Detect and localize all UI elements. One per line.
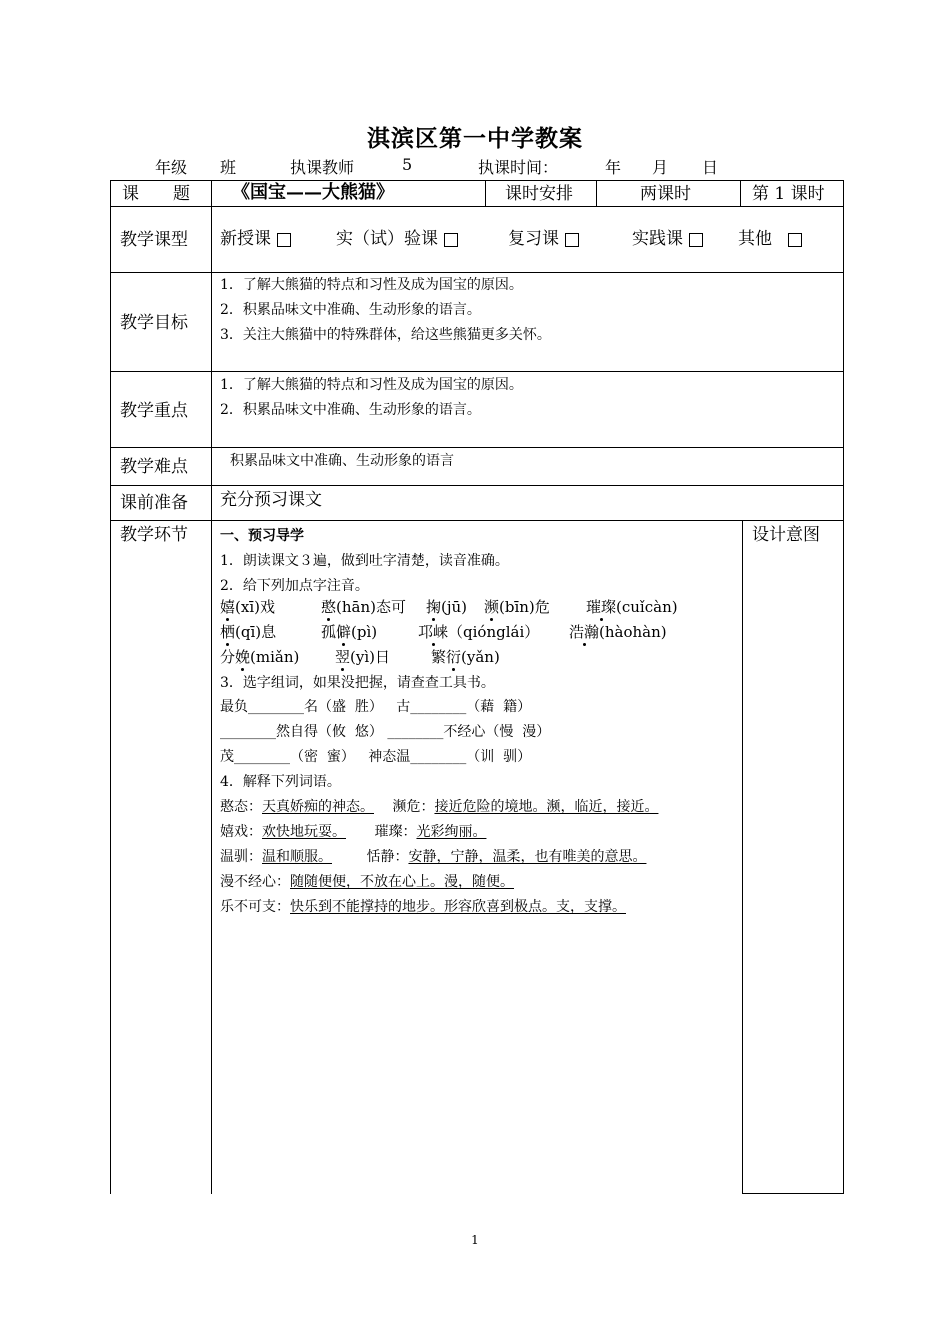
option-review[interactable]: 复习课: [508, 229, 579, 249]
pinyin-item: 邛崃（qiónglái）: [418, 623, 540, 641]
month-label: 月: [652, 158, 669, 177]
checkbox-practice[interactable]: [689, 233, 703, 247]
definition-row: [220, 872, 514, 892]
step-4: 4．解释下列词语。: [220, 774, 341, 790]
pinyin-item: 憨(hān)态可: [321, 598, 406, 616]
difficulty-text: 积累品味文中准确、生动形象的语言: [230, 453, 454, 469]
page-number: 1: [471, 1233, 479, 1247]
class-label: 班: [220, 158, 237, 177]
schedule-label: 课时安排: [505, 184, 573, 204]
definition-row: [220, 822, 486, 842]
lesson-type-label: 教学课型: [120, 230, 188, 250]
pinyin-item: 掬(jū): [426, 598, 468, 616]
option-experiment[interactable]: 实（试）验课: [336, 229, 458, 249]
period-value: 第 1 课时: [752, 184, 825, 204]
schedule-value: 两课时: [640, 184, 691, 204]
definition-row: [220, 897, 626, 917]
goal-item: 1．了解大熊猫的特点和习性及成为国宝的原因。: [220, 277, 523, 293]
day-label: 日: [702, 158, 719, 177]
key-point-item: 2．积累品味文中准确、生动形象的语言。: [220, 402, 481, 418]
goals-label: 教学目标: [120, 313, 188, 333]
step-3: 3．选字组词，如果没把握，请查查工具书。: [220, 675, 495, 691]
prep-text: 充分预习课文: [220, 490, 322, 510]
fill-row: 茂________（密 蜜） 神态温________（训 驯）: [220, 749, 532, 765]
process-label: 教学环节: [120, 525, 188, 545]
definition-term: 恬静：: [366, 849, 409, 865]
difficulty-label: 教学难点: [120, 457, 188, 477]
document-title: 淇滨区第一中学教案: [367, 125, 583, 152]
fill-row: ________然自得（攸 悠） ________不经心（慢 漫）: [220, 724, 551, 740]
prep-label: 课前准备: [120, 493, 188, 513]
checkbox-review[interactable]: [565, 233, 579, 247]
goal-item: 2．积累品味文中准确、生动形象的语言。: [220, 302, 481, 318]
pinyin-item: 璀璨(cuǐcàn): [586, 598, 678, 616]
topic-label: 课 题: [122, 184, 190, 204]
definition-row: [220, 847, 646, 867]
pinyin-item: 繁衍(yǎn): [431, 648, 500, 666]
pinyin-item: 孤僻(pì): [321, 623, 378, 641]
key-points-label: 教学重点: [120, 401, 188, 421]
option-new-lesson[interactable]: 新授课: [220, 229, 291, 249]
definition-text: 快乐到不能撑持的地步。形容欣喜到极点。支，支撑。: [290, 899, 626, 915]
pinyin-item: 濒(bīn)危: [484, 598, 550, 616]
definition-term: 璀璨：: [374, 824, 417, 840]
pinyin-item: 栖(qī)息: [220, 623, 277, 641]
key-point-item: 1．了解大熊猫的特点和习性及成为国宝的原因。: [220, 377, 523, 393]
definition-term: 憨态：: [220, 799, 262, 815]
definition-text: 温和顺服。: [262, 849, 332, 865]
definition-term: 漫不经心：: [220, 874, 290, 890]
checkbox-new-lesson[interactable]: [277, 233, 291, 247]
goal-item: 3．关注大熊猫中的特殊群体，给这些熊猫更多关怀。: [220, 327, 551, 343]
fill-row: 最负________名（盛 胜） 古________（藉 籍）: [220, 699, 532, 715]
grade-label: 年级: [155, 158, 188, 177]
checkbox-experiment[interactable]: [444, 233, 458, 247]
design-intent-label: 设计意图: [752, 525, 820, 545]
pinyin-item: 翌(yì)日: [335, 648, 390, 666]
pinyin-item: 分娩(miǎn): [220, 648, 300, 666]
teacher-label: 执课教师: [290, 158, 355, 177]
pinyin-item: 浩瀚(hàohàn): [569, 623, 667, 641]
option-practice[interactable]: 实践课: [632, 229, 703, 249]
definition-text: 光彩绚丽。: [416, 824, 487, 840]
definition-row: [220, 797, 658, 817]
definition-term: 乐不可支：: [220, 899, 290, 915]
definition-term: 温驯：: [220, 849, 262, 865]
option-other[interactable]: 其他: [738, 229, 802, 249]
definition-text: 天真娇痴的神态。: [262, 799, 374, 815]
checkbox-other[interactable]: [788, 233, 802, 247]
section-title: 一、预习导学: [220, 528, 304, 544]
definition-text: 安静，宁静，温柔，也有唯美的意思。: [408, 849, 647, 865]
definition-term: 嬉戏：: [220, 824, 262, 840]
lesson-topic: 《国宝——大熊猫》: [232, 182, 394, 203]
definition-text: 接近危险的境地。濒，临近，接近。: [434, 799, 659, 815]
definition-term: 濒危：: [392, 799, 435, 815]
pinyin-item: 嬉(xī)戏: [220, 598, 275, 616]
definition-text: 欢快地玩耍。: [262, 824, 346, 840]
step-1: 1．朗读课文３遍，做到吐字清楚，读音准确。: [220, 553, 509, 569]
year-label: 年: [605, 158, 622, 177]
step-2: 2．给下列加点字注音。: [220, 578, 369, 594]
time-label: 执课时间：: [478, 158, 559, 177]
teacher-value: 5: [402, 155, 413, 174]
definition-text: 随随便便，不放在心上。漫，随便。: [290, 874, 514, 890]
